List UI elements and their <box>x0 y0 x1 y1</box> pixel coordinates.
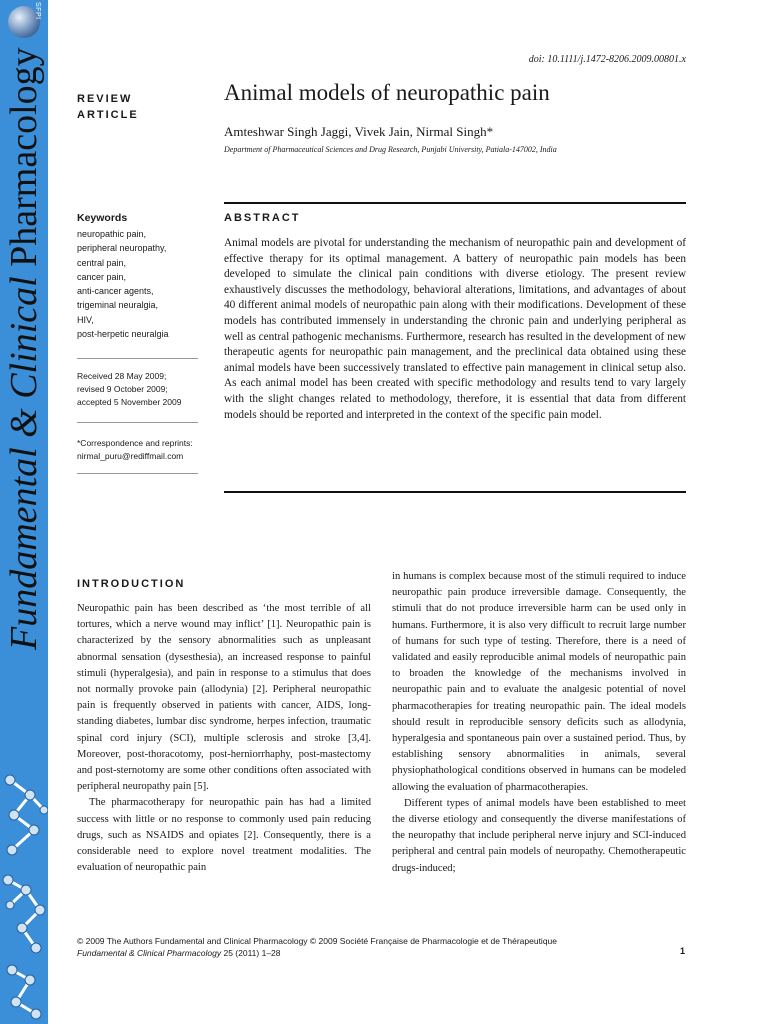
keyword-item: post-herpetic neuralgia <box>77 329 169 340</box>
body-column-right <box>392 569 686 877</box>
paragraph: in humans is complex because most of the stimuli required to induce neuropathic pain produce irreversible damage. Consequently, the stimuli that do not produce irreversible harm can be used only in humans. Furthermore, it is also very difficult to recruit large number of humans for such type of testing. Therefore, there is a need of validated and easily reproducible animal models of neuropathic pain to broaden the knowledge of the mechanisms involved in neuropathic pain and to evaluate the analgesic potential of novel pharmacotherapies for treating neuropathic pain. The ideal models should result in reproducible sensory deficits such as allodynia, hyperalgesia and spontaneous pain over a sustained period. Thus, by establishing sensory abnormalities in animals, several physiophathological conditions observed in humans can be modeled allowing the evaluation of pharmacotherapies. <box>392 571 686 793</box>
correspondence-label: *Correspondence and reprints: <box>77 438 193 448</box>
dates-divider <box>77 422 198 423</box>
article-dates <box>77 370 181 409</box>
molecule-decoration-icon <box>0 770 48 1020</box>
keyword-item: cancer pain, <box>77 271 127 282</box>
keyword-item: anti-cancer agents, <box>77 286 154 297</box>
keyword-item: central pain, <box>77 257 127 268</box>
article-type-label: REVIEW ARTICLE <box>77 93 139 121</box>
paragraph: Different types of animal models have been established to meet the diverse etiology and consequently the diverse manifestations of the neuropathy that include peripheral nerve injury and SCI-induced peripheral and central pain models of neuropathy. Chemotherapeutic drugs-induced; <box>392 797 686 874</box>
affiliation: Department of Pharmaceutical Sciences and Drug Research, Punjabi University, Patiala-147002, India <box>224 145 557 154</box>
article-title: Animal models of neuropathic pain <box>224 80 550 105</box>
authors: Amteshwar Singh Jaggi, Vivek Jain, Nirmal Singh* <box>224 124 494 139</box>
keyword-item: trigeminal neuralgia, <box>77 300 159 311</box>
paragraph: The pharmacotherapy for neuropathic pain has had a limited success with little or no response to commonly used pain reducing drugs, such as NSAIDS and opiates [2]. Consequently, there is a considerable need to explore novel treatment modalities. The evaluation of neuropathic pain <box>77 797 371 874</box>
keywords-divider <box>77 358 198 359</box>
journal-name-vertical: Fundamental & Clinical Pharmacology <box>3 47 45 650</box>
paragraph: Neuropathic pain has been described as ‘the most terrible of all tortures, which a nerve wound may inflict’ [1]. Neuropathic pain is characterized by the sensory abnormalities such as unpleasant abnormal sensation (dysesthesia), an increased response to painful stimuli (hyperalgesia), and pain in response to a stimulus that does not normally provoke pain (allodynia) [2]. Peripheral neuropathic pain is frequently observed in patients with cancer, AIDS, long-standing diabetes, lumbar disc syndrome, herpes infection, traumatic spinal cord injury (SCI), multiple sclerosis and stroke [3,4]. Moreover, post-thoracotomy, post-herniorrhaphy, post-mastectomy and post-sternotomy are some other conditions often associated with peripheral neuropathy pain [5]. <box>77 603 371 793</box>
keywords-list <box>77 227 169 341</box>
abstract-top-rule <box>224 202 686 204</box>
abstract-text: Animal models are pivotal for understanding the mechanism of neuropathic pain and development of effective therapy for its optimal management. A battery of neuropathic pain models has been developed to simulate the clinical pain conditions with diverse etiology. The present review exhaustively discusses the methodology, behavioral alterations, limitations, and advantages of about 40 different animal models of neuropathic pain along with their modifications. Development of these models has contributed immensely in understanding the chronic pain and underlying peripheral as well as central pathogenic mechanisms. Furthermore, research has resulted in the development of new therapeutic agents for neuropathic pain management, and the preclinical data obtained using these animal models have been successively translated to effective pain management in clinical setup also. As each animal model has been created with specific methodology and results tend to vary largely with the slight changes related to methodology, therefore, it is essential that data from different models should be reported and interpreted in the context of the specific pain model. <box>224 237 686 421</box>
keyword-item: neuropathic pain, <box>77 229 147 239</box>
keyword-item: HIV, <box>77 314 94 325</box>
abstract-heading: ABSTRACT <box>224 212 301 224</box>
abstract-bottom-rule <box>224 491 686 493</box>
correspondence-email[interactable]: nirmal_puru@rediffmail.com <box>77 451 184 461</box>
introduction-heading: INTRODUCTION <box>77 578 186 590</box>
journal-sidebar <box>0 0 48 1024</box>
doi-link[interactable]: doi: 10.1111/j.1472-8206.2009.00801.x <box>528 54 686 65</box>
logo-text: SFPI <box>34 2 41 20</box>
copyright-line: © 2009 The Authors Fundamental and Clinical Pharmacology © 2009 Société Française de Pharmacologie et de Thérapeutique <box>77 936 558 946</box>
received-date: Received 28 May 2009; <box>77 371 167 381</box>
body-column-left <box>77 601 371 876</box>
left-bottom-divider <box>77 473 198 474</box>
correspondence <box>77 437 193 463</box>
citation-line: Fundamental & Clinical Pharmacology 25 (2011) 1–28 <box>77 948 281 958</box>
accepted-date: accepted 5 November 2009 <box>77 397 182 407</box>
revised-date: revised 9 October 2009; <box>77 384 168 394</box>
keyword-item: peripheral neuropathy, <box>77 243 167 254</box>
page-number: 1 <box>679 946 685 956</box>
keywords-heading: Keywords <box>77 212 128 224</box>
